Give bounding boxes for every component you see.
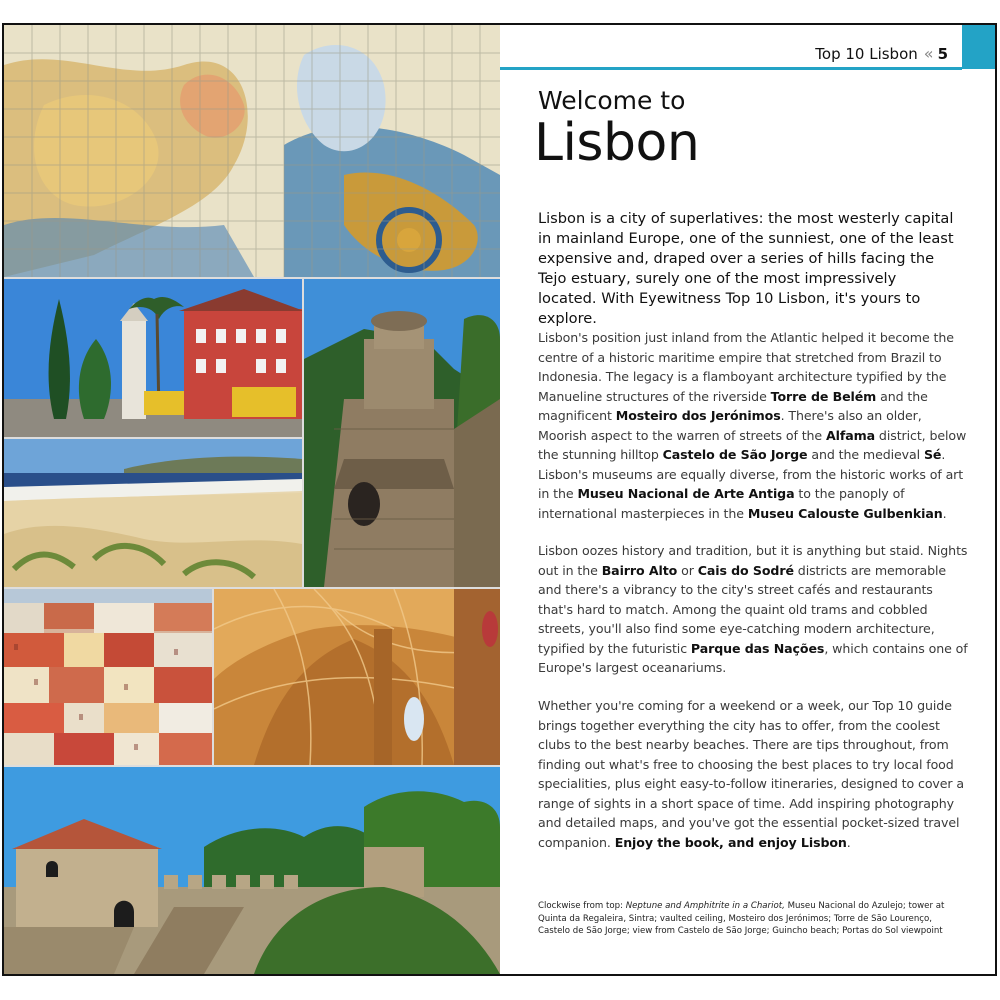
text-run: districts are memorable and there's a vibrancy to the city's street cafés and restaurants that's hard to match. Among the quaint old trams and cobbled streets, you'll also find some eye-catching modern architecture, typified by the futuristic (538, 562, 947, 656)
text-run: . (942, 505, 947, 521)
highlight-alfama: Alfama (825, 427, 876, 443)
intro-paragraph: Lisbon is a city of superlatives: the most westerly capital in mainland Europe, one of the sunniest, one of the least expensive and, draped over a series of hills facing the Tejo estuary, surely one of the most impressively located. With Eyewitness Top 10 Lisbon, it's yours to explore. (538, 210, 954, 327)
header-rule (500, 67, 962, 70)
page-title: Lisbon (534, 113, 700, 173)
photo-collage (4, 25, 500, 974)
text-run: . Lisbon's museums are equally diverse, from the historic works of art in the (538, 447, 964, 501)
highlight-torre-de-belem: Torre de Belém (770, 388, 877, 404)
page-tab-accent (962, 25, 995, 69)
guincho-beach-photo (4, 439, 302, 587)
text-run: district, below the stunning hilltop (538, 427, 967, 462)
text-run: Lisbon oozes history and tradition, but it is anything but staid. Nights out in the (538, 543, 968, 578)
highlight-bairro-alto: Bairro Alto (601, 562, 678, 578)
welcome-heading: Welcome to (538, 86, 686, 115)
highlight-mosteiro: Mosteiro dos Jerónimos (615, 408, 781, 423)
highlight-cais-do-sodre: Cais do Sodré (697, 562, 794, 578)
azulejo-tile-photo (4, 25, 500, 277)
caption-lead: Clockwise from top: (538, 901, 626, 911)
text-run: . There's also an older, Moorish aspect to the warren of streets of the (538, 408, 922, 443)
highlight-museu-arte-antiga: Museu Nacional de Arte Antiga (577, 486, 795, 501)
page-number: 5 (937, 44, 948, 63)
running-head (815, 44, 948, 63)
photo-caption (538, 900, 963, 938)
text-run: Whether you're coming for a weekend or a week, our Top 10 guide brings together everything the city has to offer, from the coolest clubs to the best nearby beaches. There are tips throughout, from finding out what's free to choosing the best places to try local food specialities, plus eight easy-to-follow itineraries, designed to cover a range of sights in a short space of time. Add inspiring photography and detailed maps, and you've got the essential pocket-sized travel companion. (538, 698, 965, 850)
text-run: , which contains one of Europe's largest oceanariums. (538, 640, 968, 675)
body-paragraph-1 (538, 328, 968, 523)
text-run: and the medieval (807, 447, 924, 462)
castelo-walls-photo (4, 767, 500, 974)
highlight-se: Sé (923, 447, 942, 462)
text-run: and the magnificent (538, 388, 928, 423)
jeronimos-ceiling-photo (214, 589, 500, 765)
highlight-gulbenkian: Museu Calouste Gulbenkian (747, 505, 943, 521)
text-run: . (846, 834, 851, 850)
text-run: or (677, 562, 698, 578)
body-paragraph-3 (538, 696, 968, 852)
caption-rest: Museu Nacional do Azulejo; tower at Quinta da Regaleira, Sintra; vaulted ceiling, Mosteiro dos Jerónimos; Torre de São Lourenço, Castelo de São Jorge; view from Castelo de São Jorge; Guincho beach; Portas do Sol viewpoint (538, 901, 945, 936)
castle-view-rooftops-photo (4, 589, 212, 765)
text-run: to the panoply of international masterpieces in the (538, 486, 905, 521)
chevron-left-icon: « (923, 44, 932, 63)
regaleira-tower-photo (304, 279, 500, 587)
highlight-enjoy: Enjoy the book, and enjoy Lisbon (614, 834, 847, 850)
portas-do-sol-photo (4, 279, 302, 437)
highlight-castelo: Castelo de São Jorge (662, 447, 808, 462)
text-run: Lisbon's position just inland from the Atlantic helped it become the centre of a historic maritime empire that stretched from Brazil to Indonesia. The legacy is a flamboyant architecture typified by the Manueline structures of the riverside (538, 330, 954, 404)
body-paragraph-2 (538, 541, 968, 678)
highlight-parque-das-nacoes: Parque das Nações (690, 640, 825, 656)
caption-artwork-title: Neptune and Amphitrite in a Chariot, (625, 901, 785, 911)
running-head-title: Top 10 Lisbon (815, 44, 918, 63)
